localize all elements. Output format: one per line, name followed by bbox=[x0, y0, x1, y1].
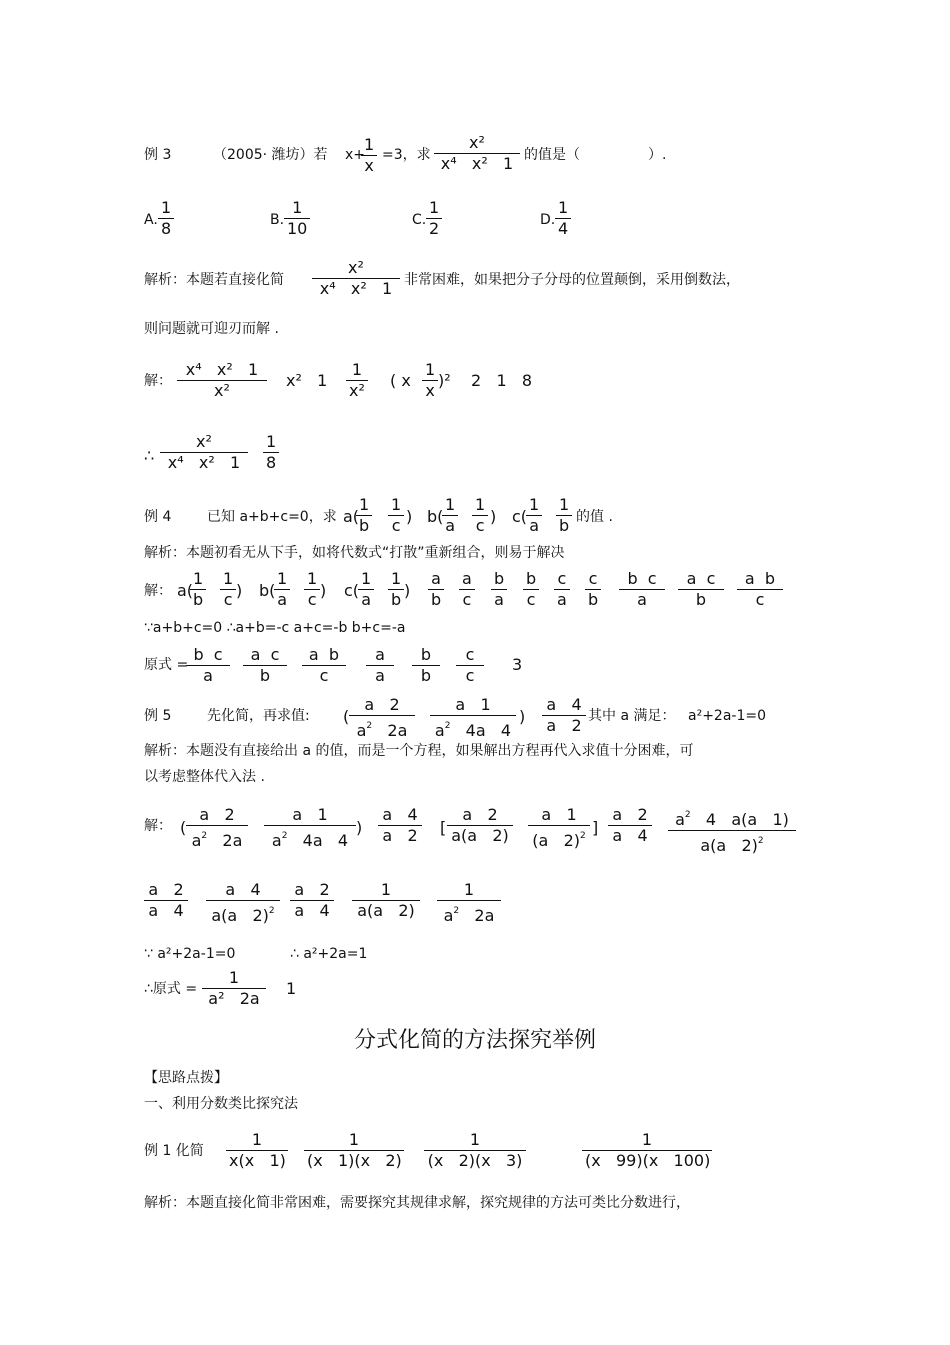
frac: a 2 a(a 2) bbox=[447, 805, 513, 846]
option-d-fraction bbox=[555, 198, 571, 239]
ex3-sol-tail: )² 2 1 8 bbox=[438, 371, 533, 390]
ex4-because: ∵a+b+c=0 ∴a+b=-c a+c=-b b+c=-a bbox=[144, 620, 406, 636]
ex4-value-tail: 的值 . bbox=[576, 509, 613, 525]
therefore-symbol: ∴ bbox=[144, 446, 155, 465]
frac: a 2 $a^2$ 2a bbox=[349, 695, 415, 741]
numerator: x² bbox=[196, 432, 212, 451]
frac: 1 b bbox=[388, 569, 404, 610]
numerator: x² bbox=[348, 258, 364, 277]
numerator: 1 bbox=[228, 968, 240, 987]
numerator: 1 bbox=[251, 1130, 263, 1149]
frac: a 1 $a^2$ 4a 4 bbox=[430, 695, 516, 741]
numerator: 1 bbox=[364, 135, 375, 154]
frac: a b c bbox=[737, 569, 783, 610]
ex4-label: 例 4 bbox=[144, 509, 172, 525]
paren-b: b( bbox=[259, 581, 276, 600]
option-d-label: D. bbox=[540, 212, 556, 228]
option-c-label: C. bbox=[412, 212, 427, 228]
denominator: x⁴ x² 1 bbox=[319, 279, 393, 298]
ex5-because-1: ∵ a²+2a-1=0 bbox=[144, 946, 236, 962]
option-a-fraction bbox=[158, 198, 174, 239]
ex5-sol-label: 解： bbox=[144, 818, 172, 834]
denominator: x bbox=[425, 381, 435, 400]
ex4-given: 已知 a+b+c=0，求 bbox=[207, 509, 337, 525]
frac: a 2 a 4 bbox=[290, 880, 334, 921]
denominator: (x 1)(x 2) bbox=[307, 1151, 402, 1170]
frac: a 2 $a^2$ 2a bbox=[186, 805, 248, 851]
ex3-analysis-fraction bbox=[312, 258, 400, 299]
frac: a c bbox=[459, 569, 475, 610]
ex4-pa: a( bbox=[343, 507, 360, 526]
ex5-label: 例 5 bbox=[144, 708, 172, 724]
denominator: 8 bbox=[161, 219, 172, 238]
ex4-frac-1a: 1 a bbox=[442, 495, 458, 536]
ex1-fraction-1 bbox=[226, 1130, 288, 1171]
paren-open: ( bbox=[343, 707, 350, 726]
ex5-condition: a²+2a-1=0 bbox=[688, 708, 767, 724]
frac: a c b bbox=[243, 645, 287, 686]
frac: $a^2$ 4 a(a 1) a(a 2)$^2$ bbox=[668, 805, 796, 856]
numerator: 1 bbox=[641, 1130, 653, 1149]
ex3-sol-fraction-3 bbox=[422, 360, 438, 401]
frac: b b bbox=[412, 645, 440, 686]
denominator: x² bbox=[214, 381, 230, 400]
ex1-fraction-2 bbox=[304, 1130, 404, 1171]
paren-close: ) bbox=[519, 707, 526, 726]
paren-close: ) bbox=[320, 581, 327, 600]
paren-open: ( bbox=[180, 818, 187, 837]
numerator: 1 bbox=[351, 360, 363, 379]
ex4-orig: 原式 = bbox=[144, 657, 189, 673]
denominator: 4 bbox=[558, 219, 569, 238]
ex3-label: 例 3 bbox=[144, 147, 172, 163]
denominator: (x 99)(x 100) bbox=[585, 1151, 711, 1170]
ex1-analysis: 解析：本题直接化简非常困难，需要探究其规律求解，探究规律的方法可类比分数进行， bbox=[144, 1195, 690, 1211]
ex1-label: 例 1 化简 bbox=[144, 1143, 204, 1159]
denominator: x⁴ x² 1 bbox=[167, 453, 241, 472]
paren-close: ) bbox=[406, 507, 413, 526]
ex3-sol-fraction-2 bbox=[346, 360, 368, 401]
denominator: x(x 1) bbox=[229, 1151, 286, 1170]
ex4-pc: c( bbox=[512, 507, 528, 526]
frac: b c a bbox=[186, 645, 230, 686]
ex5-orig-fraction bbox=[202, 968, 266, 1009]
frac: 1 a bbox=[274, 569, 290, 610]
ex4-frac-1b-2: 1 b bbox=[556, 495, 572, 536]
ex4-frac-1b: 1 b bbox=[356, 495, 372, 536]
paren-close: ) bbox=[490, 507, 497, 526]
ex3-sol-fraction bbox=[177, 360, 267, 401]
ex3-target-fraction bbox=[434, 133, 520, 174]
frac: a c b bbox=[678, 569, 724, 610]
numerator: 1 bbox=[558, 198, 569, 217]
ex4-sol-label: 解： bbox=[144, 583, 172, 599]
ex4-frac-1c: 1 c bbox=[388, 495, 404, 536]
ex3-source: （2005· 潍坊）若 bbox=[213, 147, 328, 163]
frac: a 1 (a 2)$^2$ bbox=[528, 805, 590, 851]
frac: 1 $a^2$ 2a bbox=[437, 880, 501, 926]
ex4-sol-pa: a( bbox=[177, 581, 194, 600]
frac: a a bbox=[366, 645, 394, 686]
paren-c: c( bbox=[344, 581, 360, 600]
paren-close: ) bbox=[404, 581, 411, 600]
frac: b c bbox=[523, 569, 539, 610]
ex3-x-plus: x+ bbox=[345, 147, 366, 163]
numerator: 1 bbox=[469, 1130, 481, 1149]
numerator: 1 bbox=[348, 1130, 360, 1149]
denominator: 10 bbox=[287, 219, 308, 238]
paren-close: ) bbox=[356, 818, 363, 837]
denominator: 2 bbox=[429, 219, 440, 238]
ex4-pb: b( bbox=[427, 507, 444, 526]
frac: a 2 a 4 bbox=[144, 880, 188, 921]
ex3-conclusion-result bbox=[263, 432, 279, 473]
ex5-result: 1 bbox=[286, 979, 297, 998]
ex3-eq3: =3，求 bbox=[382, 147, 431, 163]
frac: a b bbox=[428, 569, 444, 610]
ex3-sol-mid: x² 1 bbox=[286, 371, 328, 390]
denominator: x² bbox=[349, 381, 365, 400]
denominator: (x 2)(x 3) bbox=[427, 1151, 523, 1170]
denominator: a² 2a bbox=[208, 989, 260, 1008]
ex5-orig: ∴原式 = bbox=[144, 981, 198, 997]
ex3-analysis-b: 非常困难，如果把分子分母的位置颠倒，采用倒数法， bbox=[404, 272, 740, 288]
ex1-fraction-3 bbox=[424, 1130, 526, 1171]
frac: b a bbox=[491, 569, 507, 610]
bracket-close: ] bbox=[592, 818, 599, 837]
ex4-result: 3 bbox=[512, 655, 523, 674]
numerator: x² bbox=[469, 133, 485, 152]
option-c-fraction bbox=[426, 198, 442, 239]
option-b-fraction bbox=[284, 198, 310, 239]
denominator: x⁴ x² 1 bbox=[440, 154, 514, 173]
denominator: 8 bbox=[266, 453, 277, 472]
ex3-close: ）. bbox=[648, 147, 667, 163]
ex5-where: 其中 a 满足： bbox=[588, 708, 676, 724]
ex3-analysis-a: 解析：本题若直接化简 bbox=[144, 272, 284, 288]
ex5-analysis-1: 解析：本题没有直接给出 a 的值，而是一个方程，如果解出方程再代入求值十分困难，可 bbox=[144, 743, 694, 759]
numerator: x⁴ x² 1 bbox=[185, 360, 259, 379]
ex5-analysis-2: 以考虑整体代入法 . bbox=[144, 769, 265, 785]
ex3-fraction-1-over-x bbox=[361, 135, 377, 176]
frac: 1 a(a 2) bbox=[352, 880, 420, 921]
ex1-fraction-4 bbox=[582, 1130, 712, 1171]
ex5-text: 先化简，再求值: bbox=[207, 708, 310, 724]
paren-close: ) bbox=[236, 581, 243, 600]
frac: a 4 a 2 bbox=[378, 805, 422, 846]
numerator: 1 bbox=[292, 198, 303, 217]
ex3-conclusion-fraction bbox=[160, 432, 248, 473]
section-title: 分式化简的方法探究举例 bbox=[353, 1028, 596, 1053]
frac: c a bbox=[554, 569, 570, 610]
option-a-label: A. bbox=[144, 212, 158, 228]
numerator: 1 bbox=[429, 198, 440, 217]
ex5-because-2: ∴ a²+2a=1 bbox=[290, 946, 368, 962]
ex4-frac-1c-2: 1 c bbox=[472, 495, 488, 536]
frac: a b c bbox=[302, 645, 346, 686]
numerator: 1 bbox=[425, 360, 436, 379]
frac: 1 c bbox=[304, 569, 320, 610]
method-heading: 一、利用分数类比探究法 bbox=[144, 1096, 298, 1112]
numerator: 1 bbox=[266, 432, 277, 451]
frac: a 1 $a^2$ 4a 4 bbox=[264, 805, 356, 851]
frac: b c a bbox=[619, 569, 665, 610]
ex3-analysis-c: 则问题就可迎刃而解 . bbox=[144, 321, 279, 337]
hint-heading: 【思路点拨】 bbox=[144, 1070, 228, 1086]
ex4-analysis: 解析：本题初看无从下手，如将代数式“打散”重新组合，则易于解决 bbox=[144, 545, 565, 561]
frac: 1 c bbox=[220, 569, 236, 610]
frac: a 2 a 4 bbox=[608, 805, 652, 846]
frac: c b bbox=[585, 569, 601, 610]
frac: 1 b bbox=[190, 569, 206, 610]
ex3-sol-paren-open: ( x bbox=[390, 371, 411, 390]
frac: a 4 a 2 bbox=[542, 695, 586, 736]
ex3-sol-label: 解： bbox=[144, 373, 172, 389]
denominator: x bbox=[364, 156, 374, 175]
frac: 1 a bbox=[358, 569, 374, 610]
frac: c c bbox=[456, 645, 484, 686]
numerator: 1 bbox=[161, 198, 172, 217]
option-b-label: B. bbox=[270, 212, 285, 228]
frac: a 4 a(a 2)$^2$ bbox=[206, 880, 280, 926]
ex3-value-is: 的值是（ bbox=[524, 147, 580, 163]
bracket-open: [ bbox=[440, 818, 447, 837]
ex4-frac-1a-2: 1 a bbox=[526, 495, 542, 536]
